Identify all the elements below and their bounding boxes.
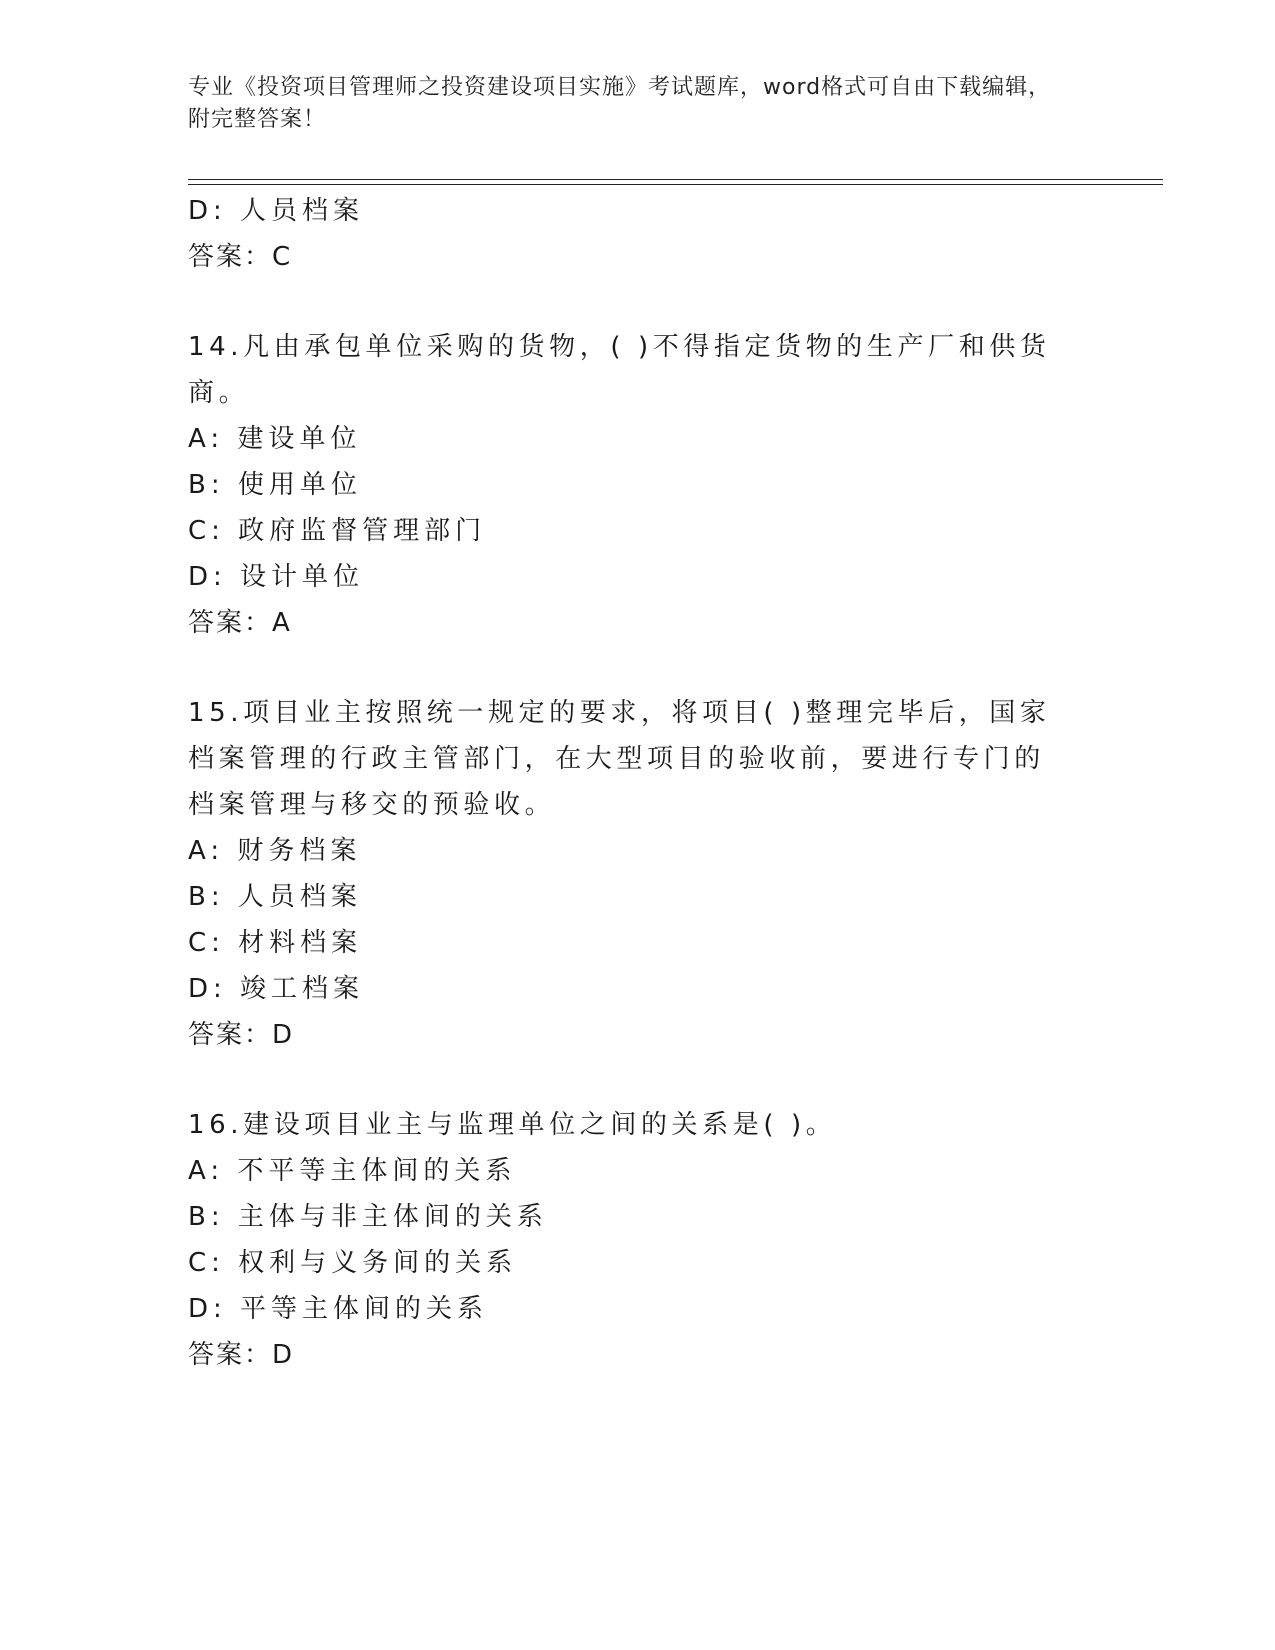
question-14 bbox=[188, 324, 1068, 646]
answer: 答案：D bbox=[188, 1020, 295, 1050]
question-stem: 14.凡由承包单位采购的货物，( )不得指定货物的生产厂和供货商。 bbox=[188, 332, 1051, 408]
question-16 bbox=[188, 1102, 1068, 1378]
question-stem: 16.建设项目业主与监理单位之间的关系是( )。 bbox=[188, 1110, 837, 1140]
option-a: A: 财务档案 bbox=[188, 836, 362, 866]
option-d: D: 竣工档案 bbox=[188, 974, 365, 1004]
answer: 答案：A bbox=[188, 608, 292, 638]
question-15 bbox=[188, 690, 1068, 1058]
option-b: B: 人员档案 bbox=[188, 882, 362, 912]
option-d: D: 设计单位 bbox=[188, 562, 365, 592]
question-stem: 15.项目业主按照统一规定的要求，将项目( )整理完毕后，国家档案管理的行政主管部门，在大型项目的验收前，要进行专门的档案管理与移交的预验收。 bbox=[188, 698, 1051, 820]
option-b: B: 使用单位 bbox=[188, 470, 362, 500]
option-b: B: 主体与非主体间的关系 bbox=[188, 1202, 548, 1232]
header-divider-bottom bbox=[188, 184, 1163, 185]
option-d: D: 平等主体间的关系 bbox=[188, 1294, 489, 1324]
option-c: C: 权利与义务间的关系 bbox=[188, 1248, 518, 1278]
answer: 答案：D bbox=[188, 1340, 295, 1370]
prev-answer: 答案：C bbox=[188, 242, 293, 272]
question-list bbox=[188, 188, 1068, 1378]
document-header: 专业《投资项目管理师之投资建设项目实施》考试题库，word格式可自由下载编辑，附完整答案！ bbox=[188, 75, 1052, 132]
prev-option-d: D: 人员档案 bbox=[188, 196, 365, 226]
option-a: A: 不平等主体间的关系 bbox=[188, 1156, 517, 1186]
option-c: C: 材料档案 bbox=[188, 928, 363, 958]
option-a: A: 建设单位 bbox=[188, 424, 362, 454]
header-divider-top bbox=[188, 179, 1163, 180]
option-c: C: 政府监督管理部门 bbox=[188, 516, 487, 546]
